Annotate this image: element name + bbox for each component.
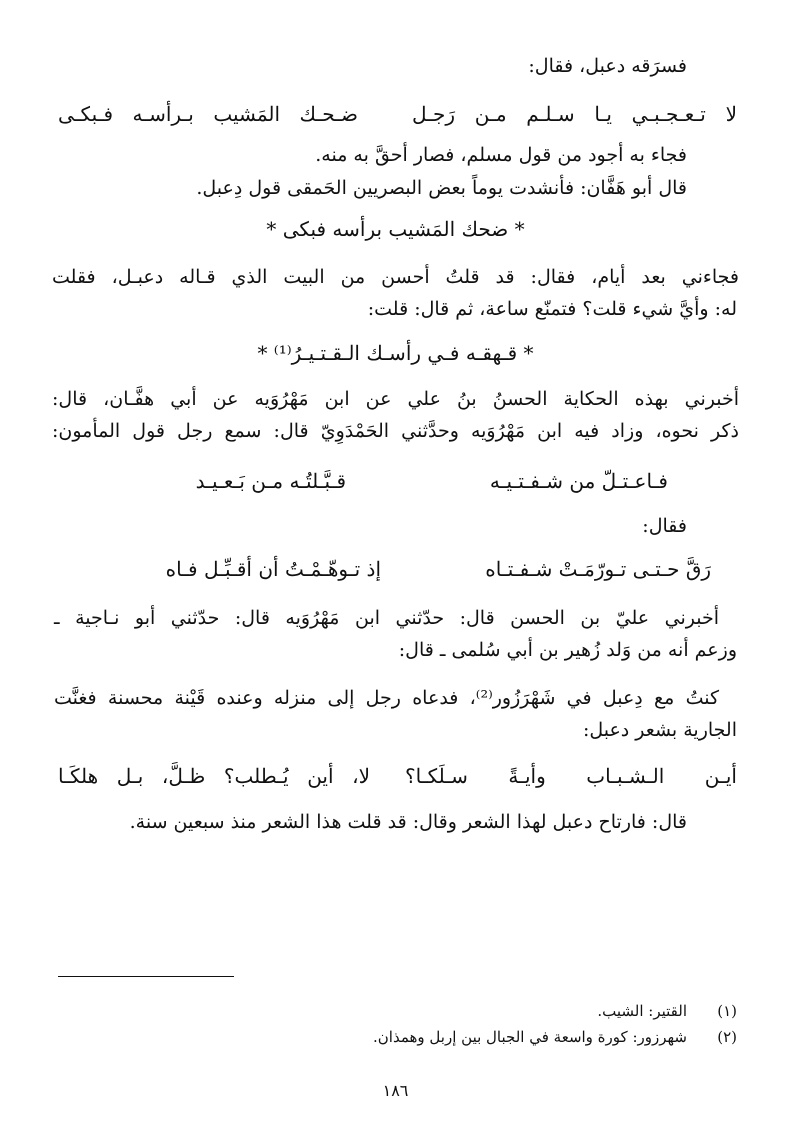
body-line-10: ذكر نحوه، وزاد فيه ابن مَهْرُوَيه وحدَّثني الحَمْدَوِيّ قال: سمع رجل قول المأمون: (52, 420, 739, 442)
footnote-1-number: (١) (717, 1002, 737, 1020)
verse-2-second-hemistich: فـاعـتـلّ من شـفـتـيـه (489, 469, 668, 493)
body-line-17: الجارية بشعر دعبل: (582, 719, 737, 741)
footnote-2-number: (٢) (717, 1028, 737, 1046)
footnote-separator (58, 976, 234, 977)
quoted-hemistich-2: * قـهقـه فـي رأسـك الـقـتـيـرُ⁽¹⁾ * (257, 341, 534, 365)
verse-4-second-hemistich: لا، أين يُـطلب؟ ظـلَّ، بـل هلكَـا (58, 764, 370, 788)
body-line-14: أخبرني عليّ بن الحسن قال: حدّثني ابن مَهْرُوَيه قال: حدّثني أبو نـاجية ـ (54, 607, 719, 629)
verse-3-second-hemistich: إذ تـوهّـمْـتُ أن أقـبِّـل فـاه (165, 557, 381, 581)
verse-4-first-hemistich: أيـن الـشـبـاب وأيـةً سـلَكـا؟ (405, 764, 737, 788)
body-line-1: فسرَقه دعبل، فقال: (528, 55, 687, 77)
body-line-12: فقال: (642, 515, 687, 537)
footnote-2-text: شهرزور: كورة واسعة في الجبال بين إربل وهمذان. (373, 1028, 687, 1046)
body-line-4: قال أبو هَفَّان: فأنشدت يوماً بعض البصريين الحَمقى قول دِعبل. (196, 177, 687, 199)
quoted-hemistich-1: * ضحك المَشيب برأسه فبكى * (266, 217, 525, 241)
body-line-16: كنتُ مع دِعبل في شَهْرَزُور⁽²⁾، فدعاه رجل إلى منزله وعنده قَيْنة محسنة فغنَّت (54, 687, 720, 709)
page-number: ١٨٦ (382, 1081, 409, 1100)
verse-1-second-hemistich: ضـحـك المَشيب بـرأسـه فـبكـى (58, 102, 358, 126)
body-line-15: وزعم أنه من وَلد زُهير بن أبي سُلمى ـ قال: (398, 639, 737, 661)
body-line-6: فجاءني بعد أيام، فقال: قد قلتُ أحسن من البيت الذي قـاله دعبـل، فقلت (52, 266, 739, 288)
body-line-7: له: وأيَّ شيء قلت؟ فتمنّع ساعة، ثم قال: قلت: (367, 298, 737, 320)
verse-2-first-hemistich: قـبَّـلتُـه مـن بَـعـيـد (195, 469, 346, 493)
body-line-3: فجاء به أجود من قول مسلم، فصار أحقَّ به منه. (315, 144, 687, 166)
verse-1-first-hemistich: لا تـعـجـبـي يـا سـلـم مـن رَجـل (412, 102, 737, 126)
footnote-1-text: القتير: الشيب. (597, 1002, 687, 1020)
body-line-9: أخبرني بهذه الحكاية الحسنُ بنُ علي عن ابن مَهْرُوَيه عن أبي هفَّـان، قال: (52, 388, 739, 410)
verse-3-first-hemistich: رَقَّ حـتـى تـورّمَـتْ شـفـتـاه (485, 557, 711, 581)
body-line-19: قال: فارتاح دعبل لهذا الشعر وقال: قد قلت هذا الشعر منذ سبعين سنة. (129, 811, 687, 833)
